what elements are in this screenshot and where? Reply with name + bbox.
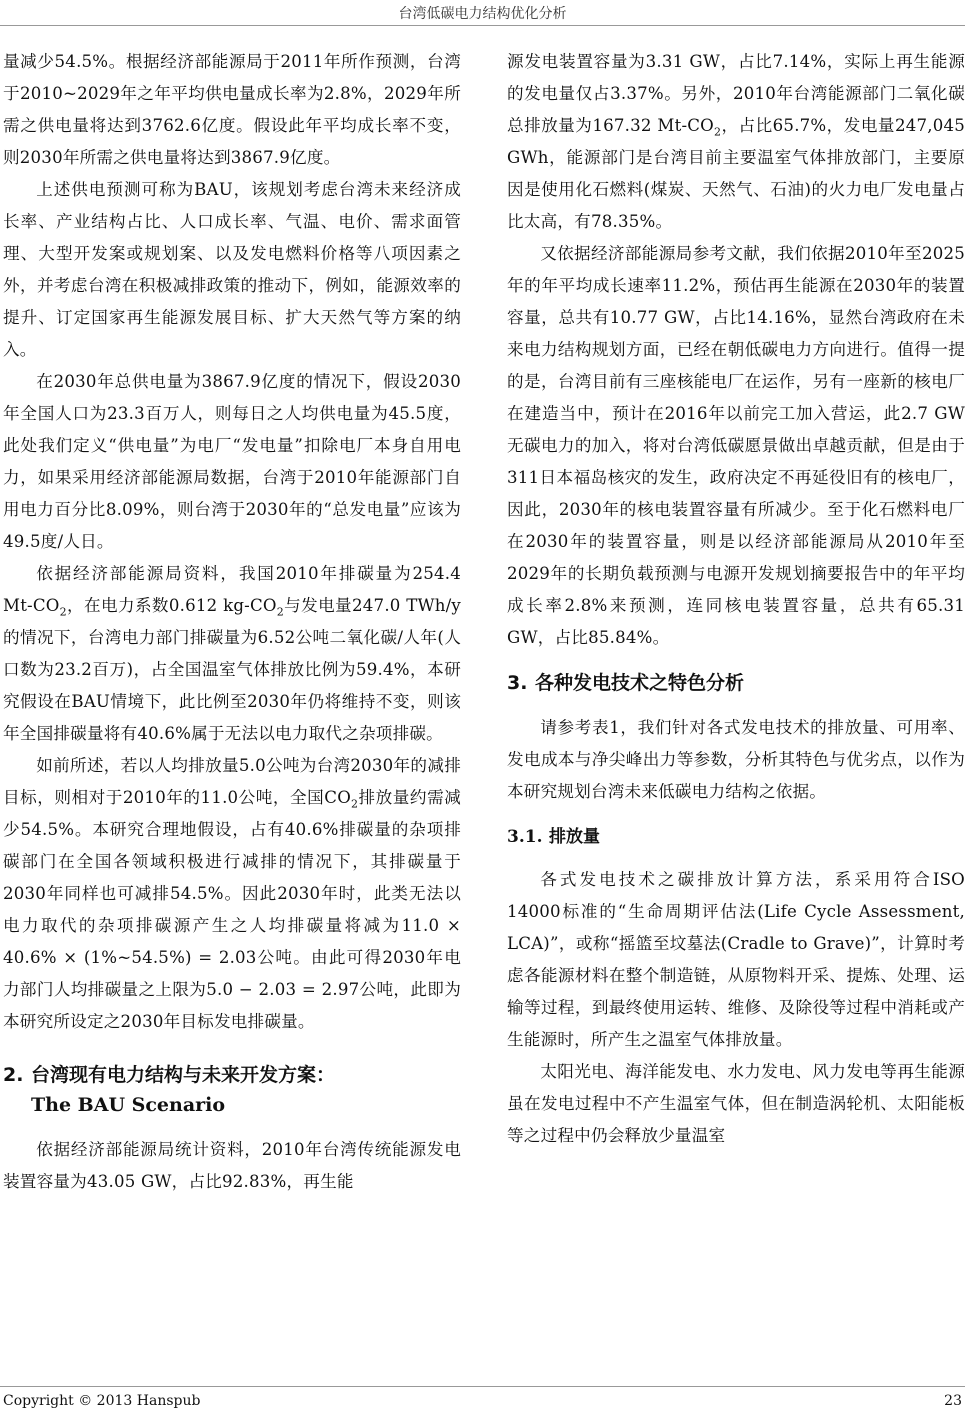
paragraph-9: 请参考表1，我们针对各式发电技术的排放量、可用率、发电成本与净尖峰出力等参数，分析其特色与优劣点，以作为本研究规划台湾未来低碳电力结构之依据。 <box>507 718 965 801</box>
paragraph-10: 各式发电技术之碳排放计算方法，系采用符合ISO 14000标准的“生命周期评估法(Life Cycle Assessment, LCA)”，或称“摇篮至坟墓法(Cradle to Grave)”，计算时考虑各能源材料在整个制造链，从原物料开采、提炼、处理、运输等过程，到最终使用运转、维修、及除役等过程中消耗或产生能源时，所产生之温室气体排放量。 <box>507 870 965 1049</box>
p7-part-b: ，占比65.7%，发电量247,045 GWh，能源部门是台湾目前主要温室气体排放部门，主要原因是使用化石燃料(煤炭、天然气、石油)的火力电厂发电量占比太高，有78.35%。 <box>507 116 965 231</box>
p4-part-a: 依据经济部能源局资料，我国2010年排碳量为254.4 Mt-CO <box>3 564 461 615</box>
subsection-3-1-title: 排放量 <box>549 827 600 847</box>
subscript-2: 2 <box>713 125 722 139</box>
paragraph-3: 在2030年总供电量为3867.9亿度的情况下，假设2030年全国人口为23.3百万人，则每日之人均供电量为45.5度，此处我们定义“供电量”为电厂“发电量”扣除电厂本身自用电力，如果采用经济部能源局数据，台湾于2010年能源部门自用电力百分比8.09%，则台湾于2030年的“总发电量”应该为49.5度/人日。 <box>3 372 461 551</box>
section-3-heading <box>507 668 965 698</box>
right-column <box>507 46 965 1152</box>
footer-rule <box>0 1386 965 1387</box>
paragraph-6: 依据经济部能源局统计资料，2010年台湾传统能源发电装置容量为43.05 GW，占比92.83%，再生能 <box>3 1140 461 1191</box>
section-3-number: 3. <box>507 672 528 694</box>
subsection-3-1-number: 3.1. <box>507 827 543 847</box>
header-rule <box>0 25 965 26</box>
subscript-2: 2 <box>59 605 67 619</box>
section-2-subtitle: The BAU Scenario <box>31 1094 226 1116</box>
subscript-2: 2 <box>276 605 284 619</box>
section-2-number: 2. <box>3 1064 24 1086</box>
paragraph-2: 上述供电预测可称为BAU，该规划考虑台湾未来经济成长率、产业结构占比、人口成长率、气温、电价、需求面管理、大型开发案或规划案、以及发电燃料价格等八项因素之外，并考虑台湾在积极减排政策的推动下，例如，能源效率的提升、订定国家再生能源发展目标、扩大天然气等方案的纳入。 <box>3 180 461 359</box>
p4-part-b: ，在电力系数0.612 kg-CO <box>66 596 277 615</box>
paragraph-4 <box>3 558 461 750</box>
paragraph-1: 量减少54.5%。根据经济部能源局于2011年所作预测，台湾于2010~2029年之年平均供电量成长率为2.8%，2029年所需之供电量将达到3762.6亿度。假设此年平均成长率不变，则2030年所需之供电量将达到3867.9亿度。 <box>3 52 461 167</box>
p7-part-a: 源发电装置容量为3.31 GW，占比7.14%，实际上再生能源的发电量仅占3.37%。另外，2010年台湾能源部门二氧化碳总排放量为167.32 Mt-CO <box>507 52 965 135</box>
paragraph-8: 又依据经济部能源局参考文献，我们依据2010年至2025年的年平均成长速率11.2%，预估再生能源在2030年的装置容量，总共有10.77 GW，占比14.16%，显然台湾政府在未来电力结构规划方面，已经在朝低碳电力方向进行。值得一提的是，台湾目前有三座核能电厂在运作，另有一座新的核电厂在建造当中，预计在2016年以前完工加入营运，此2.7 GW无碳电力的加入，将对台湾低碳愿景做出卓越贡献，但是由于311日本福岛核灾的发生，政府决定不再延役旧有的核电厂，因此，2030年的核电装置容量有所减少。至于化石燃料电厂在2030年的装置容量，则是以经济部能源局从2010年至2029年的长期负载预测与电源开发规划摘要报告中的年平均成长率2.8%来预测，连同核电装置容量，总共有65.31 GW，占比85.84%。 <box>507 244 965 647</box>
p4-part-c: 与发电量247.0 TWh/y的情况下，台湾电力部门排碳量为6.52公吨二氧化碳/人年(人口数为23.2百万)，占全国温室气体排放比例为59.4%，本研究假设在BAU情境下，此比例至2030年仍将维持不变，则该年全国排碳量将有40.6%属于无法以电力取代之杂项排碳。 <box>3 596 461 743</box>
p5-part-b: 排放量约需减少54.5%。本研究合理地假设，占有40.6%排碳量的杂项排碳部门在全国各领域积极进行减排的情况下，其排碳量于2030年同样也可减排54.5%。因此2030年时，此类无法以电力取代的杂项排碳源产生之人均排碳量将减为11.0 × 40.6% × (1%~54.5%) = 2.03公吨。由此可得2030年电力部门人均排碳量之上限为5.0 − 2.03 = 2.97公吨，此即为本研究所设定之2030年目标发电排碳量。 <box>3 788 461 1031</box>
section-3-title: 各种发电技术之特色分析 <box>535 672 745 694</box>
subscript-2: 2 <box>351 797 359 811</box>
paragraph-11: 太阳光电、海洋能发电、水力发电、风力发电等再生能源虽在发电过程中不产生温室气体，但在制造涡轮机、太阳能板等之过程中仍会释放少量温室 <box>507 1062 965 1145</box>
section-2-title: 台湾现有电力结构与未来开发方案： <box>31 1064 336 1086</box>
section-2-heading <box>3 1060 461 1120</box>
paragraph-5 <box>3 750 461 1038</box>
paragraph-7 <box>507 46 965 238</box>
subsection-3-1-heading <box>507 822 965 852</box>
running-header: 台湾低碳电力结构优化分析 <box>398 6 567 22</box>
footer-copyright: Copyright © 2013 Hanspub <box>3 1393 201 1409</box>
left-column <box>3 46 461 1198</box>
p5-part-a: 如前所述，若以人均排放量5.0公吨为台湾2030年的减排目标，则相对于2010年的11.0公吨，全国CO <box>3 756 461 807</box>
page-number: 23 <box>944 1393 962 1409</box>
